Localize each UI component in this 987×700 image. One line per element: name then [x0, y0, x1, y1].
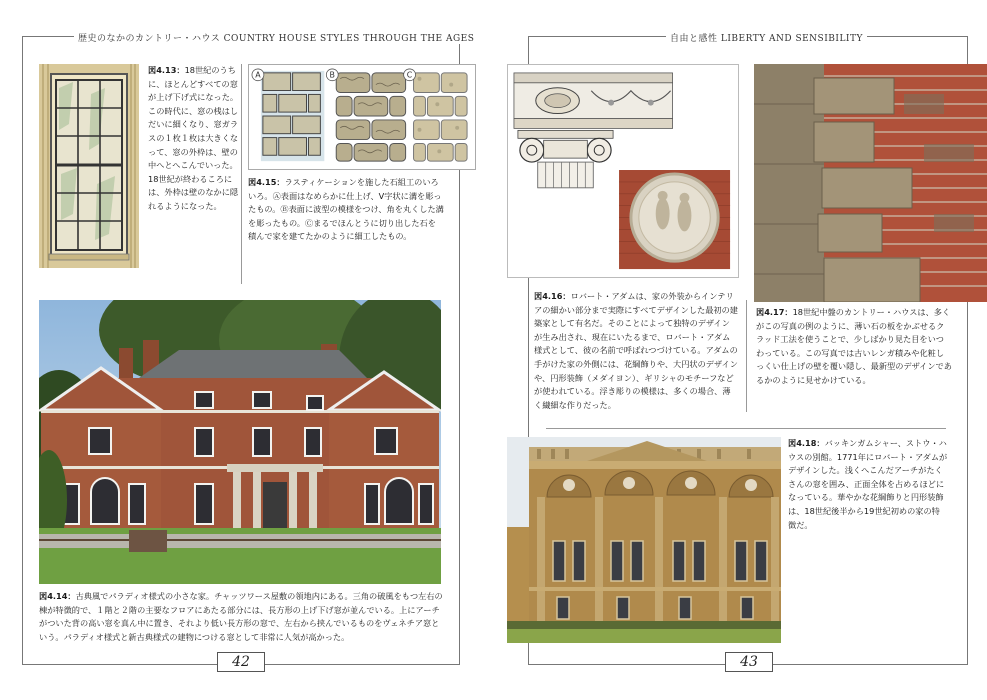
- adam-ornament-illustration: [507, 64, 739, 278]
- left-running-header: 歴史のなかのカントリー・ハウス COUNTRY HOUSE STYLES THROUGH THE AGES: [74, 31, 478, 44]
- fig-4-17-text: 18世紀中盤のカントリー・ハウスは、多くがこの写真の例のように、薄い石の板をかぶせるクラッド工法を使うことで、少しばかり見た目をいつわっている。この写真では古いレンガ積みや化粧しっくい仕上げの壁を覆い隠し、最新型のデザインであるかのように見せかけている。: [756, 307, 952, 385]
- fig-4-16-label: 図4.16：: [534, 291, 571, 301]
- right-running-header: 自由と感性 LIBERTY AND SENSIBILITY: [666, 31, 867, 44]
- fig-4-14-caption: [39, 590, 443, 644]
- left-page-number: 42: [217, 652, 265, 672]
- fig-4-16-caption: [534, 290, 738, 412]
- fig-4-15-text: ラスティケーションを施した石組工のいろいろ。Ⓐ表面はなめらかに仕上げ、V字状に溝を彫ったもの。Ⓑ表面に波型の模様をつけ、角を丸くした溝を彫ったもの。Ⓒまるでほんとうに切り出した石を積んで家を建てたかのように細工したもの。: [248, 177, 444, 242]
- palladian-house-photo: [39, 300, 441, 584]
- fig-4-13-label: 図4.13：: [148, 65, 185, 75]
- right-page-number: 43: [725, 652, 773, 672]
- fig-4-14-text: 古典風でパラディオ様式の小さな家。チャッツワース屋敷の領地内にある。三角の破風をもつ左右の棟が特徴的で、１階と２階の主要なフロアにあたる部分には、長方形の上げ下げ窓が並んでいる。上にアーチがついた背の高い窓を真ん中に置き、それより低い長方形の窓で、左右から挟んでいるものをヴェネチア窓という。パラディオ様式と新古典様式の建物につける窓として非常に人気が高かった。: [39, 591, 443, 642]
- fig-4-15-caption: [248, 176, 444, 244]
- fig-4-18-caption: [788, 437, 948, 532]
- fig-4-17-label: 図4.17：: [756, 307, 793, 317]
- right-column-divider: [746, 300, 747, 412]
- fig-4-15-label: 図4.15：: [248, 177, 285, 187]
- fig-4-14-label: 図4.14：: [39, 591, 76, 601]
- fig-4-17-caption: [756, 306, 952, 388]
- fig-4-13-caption: [148, 64, 240, 214]
- stowe-house-photo: [507, 437, 781, 643]
- fig-4-13-text: 18世紀のうちに、ほとんどすべての窓が上げ下げ式になった。この時代に、窓の桟はしだいに細くなり、窓ガラスの１枚１枚は大きくなって、窓の外枠は、壁の中へとへこんでいった。18世紀が終わるころには、外枠は壁のなかに隠れるようになった。: [148, 65, 239, 211]
- marker-b: B: [329, 70, 335, 80]
- left-column-divider: [241, 64, 242, 284]
- marker-a: A: [255, 70, 261, 80]
- marker-c: C: [406, 70, 413, 80]
- stone-cladding-photo: [754, 64, 987, 302]
- fig-4-18-label: 図4.18：: [788, 438, 825, 448]
- right-row-divider: [546, 428, 946, 429]
- sash-window-illustration: [39, 64, 139, 268]
- rustication-illustration: [248, 64, 476, 170]
- fig-4-16-text: ロバート・アダムは、家の外装からインテリアの細かい部分まで実際にすべてデザインした最初の建築家として有名だ。そのことによって独特のデザインが生み出され、現在にいたるまで、ロバート・アダム様式として、彼の名前で呼ばれつづけている。アダムの手がけた家の外側には、花綱飾りや、大円状のデザインや、円形装飾（メダイヨン）、ギリシャのモチーフなどが使われている。浮き彫りの模様は、多くの場合、薄く繊細な作りだった。: [534, 291, 738, 410]
- fig-4-18-text: バッキンガムシャー、ストウ・ハウスの別館。1771年にロバート・アダムがデザインした。浅くへこんだアーチがたくさんの窓を囲み、正面全体を占めるほどになっている。華やかな花綱飾りと円形装飾は、18世紀後半から19世紀初めの家の特徴だ。: [788, 438, 948, 530]
